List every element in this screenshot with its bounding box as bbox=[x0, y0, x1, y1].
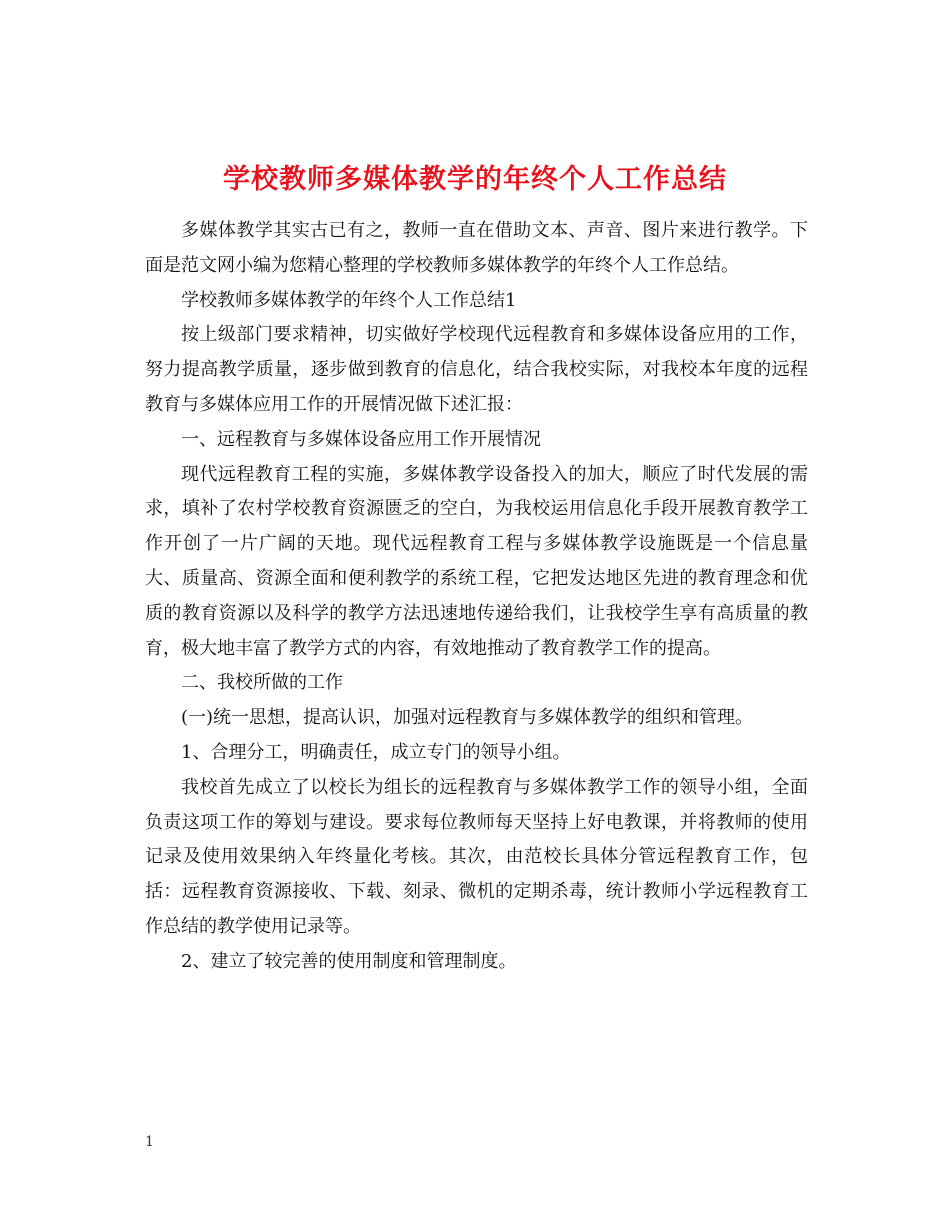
paragraph-implementation: 现代远程教育工程的实施，多媒体教学设备投入的加大，顺应了时代发展的需求，填补了农村学校教育资源匮乏的空白，为我校运用信息化手段开展教育教学工作开创了一片广阔的天地。现代远程教育工程与多媒体教学设施既是一个信息量大、质量高、资源全面和便利教学的系统工程，它把发达地区先进的教育理念和优质的教育资源以及科学的教学方法迅速地传递给我们，让我校学生享有高质量的教育，极大地丰富了教学方式的内容，有效地推动了教育教学工作的提高。 bbox=[145, 463, 808, 659]
paragraph-item-two: 2、建立了较完善的使用制度和管理制度。 bbox=[181, 950, 517, 972]
document-body bbox=[145, 214, 808, 980]
paragraph-section-heading: 学校教师多媒体教学的年终个人工作总结1 bbox=[181, 289, 517, 311]
paragraph-heading-two: 二、我校所做的工作 bbox=[181, 672, 343, 694]
paragraph-intro: 多媒体教学其实古已有之，教师一直在借助文本、声音、图片来进行教学。下面是范文网小编为您精心整理的学校教师多媒体教学的年终个人工作总结。 bbox=[145, 220, 808, 276]
paragraph-subheading-one: (一)统一思想，提高认识，加强对远程教育与多媒体教学的组织和管理。 bbox=[181, 707, 754, 729]
paragraph-heading-one: 一、远程教育与多媒体设备应用工作开展情况 bbox=[181, 428, 541, 450]
page-number: 1 bbox=[145, 1134, 154, 1150]
document-title: 学校教师多媒体教学的年终个人工作总结 bbox=[223, 164, 727, 196]
paragraph-item-one: 1、合理分工，明确责任，成立专门的领导小组。 bbox=[181, 741, 571, 763]
paragraph-overview: 按上级部门要求精神，切实做好学校现代远程教育和多媒体设备应用的工作，努力提高教学质量，逐步做到教育的信息化，结合我校实际，对我校本年度的远程教育与多媒体应用工作的开展情况做下述汇报： bbox=[145, 324, 808, 415]
paragraph-leadership: 我校首先成立了以校长为组长的远程教育与多媒体教学工作的领导小组，全面负责这项工作的筹划与建设。要求每位教师每天坚持上好电教课，并将教师的使用记录及使用效果纳入年终量化考核。其次，由范校长具体分管远程教育工作，包括：远程教育资源接收、下载、刻录、微机的定期杀毒，统计教师小学远程教育工作总结的教学使用记录等。 bbox=[145, 776, 808, 937]
